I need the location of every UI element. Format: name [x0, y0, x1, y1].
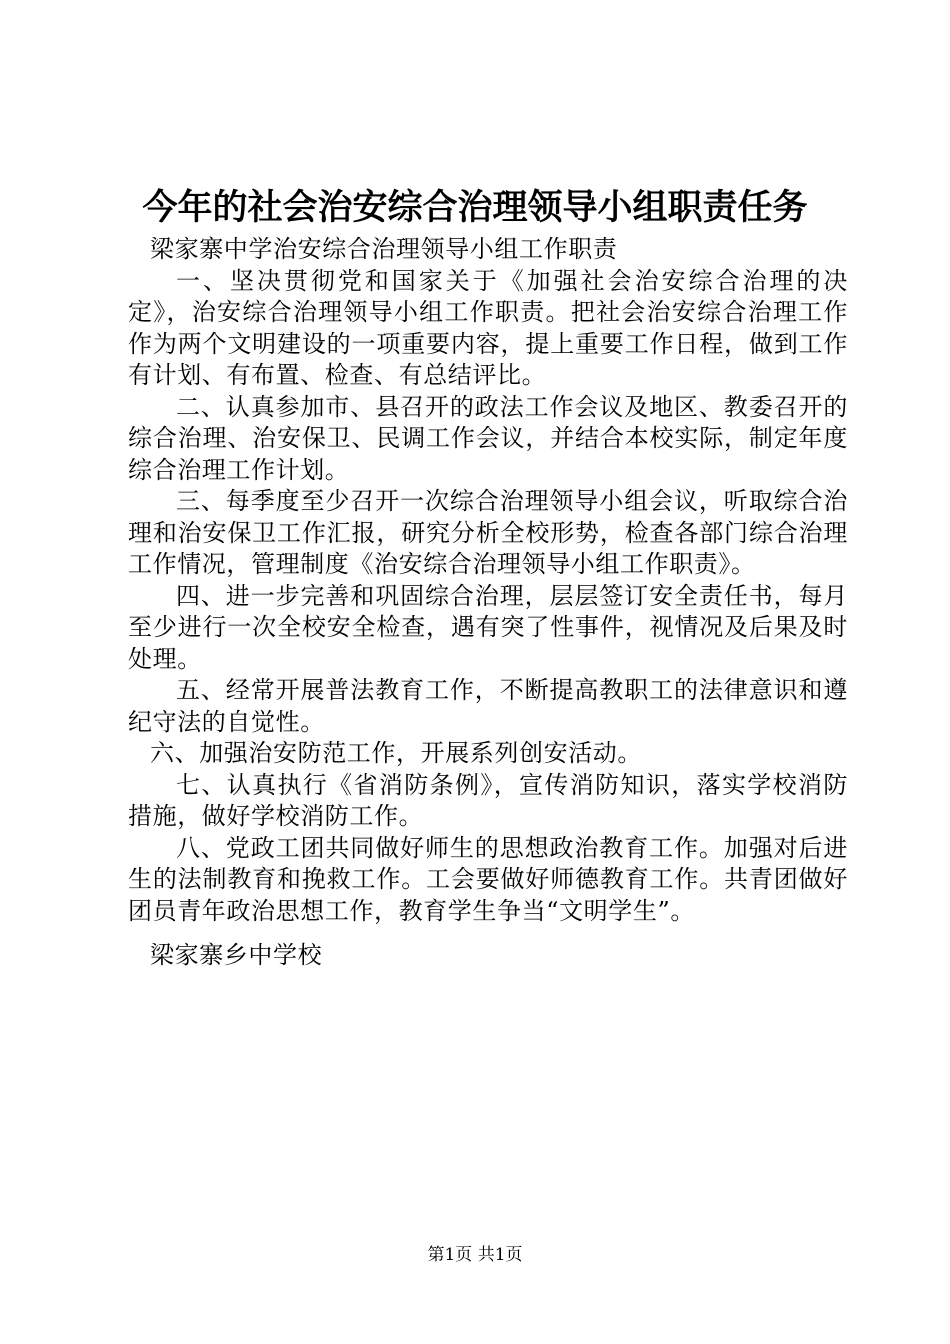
- paragraph-1: 一、坚决贯彻党和国家关于《加强社会治安综合治理的决定》，治安综合治理领导小组工作职责。把社会治安综合治理工作作为两个文明建设的一项重要内容，提上重要工作日程，做到工作有计划、有布置、检查、有总结评比。: [128, 266, 848, 389]
- paragraph-3: 三、每季度至少召开一次综合治理领导小组会议，听取综合治理和治安保卫工作汇报，研究分析全校形势，检查各部门综合治理工作情况，管理制度《治安综合治理领导小组工作职责》。: [128, 487, 848, 578]
- paragraph-4: 四、进一步完善和巩固综合治理，层层签订安全责任书，每月至少进行一次全校安全检查，遇有突了性事件，视情况及后果及时处理。: [128, 581, 848, 673]
- page-footer: 第1页 共1页: [427, 1245, 523, 1265]
- paragraph-8: 八、党政工团共同做好师生的思想政治教育工作。加强对后进生的法制教育和挽救工作。工会要做好师德教育工作。共青团做好团员青年政治思想工作，教育学生争当“文明学生”。: [128, 833, 848, 925]
- document-body: [128, 234, 848, 927]
- paragraph-6: 六、加强治安防范工作，开展系列创安活动。: [150, 739, 642, 767]
- paragraph-7: 七、认真执行《省消防条例》，宣传消防知识，落实学校消防措施，做好学校消防工作。: [128, 770, 848, 830]
- paragraph-2: 二、认真参加市、县召开的政法工作会议及地区、教委召开的综合治理、治安保卫、民调工作会议，并结合本校实际，制定年度综合治理工作计划。: [128, 392, 848, 484]
- paragraph-5: 五、经常开展普法教育工作，不断提高教职工的法律意识和遵纪守法的自觉性。: [128, 676, 848, 736]
- subtitle-paragraph: 梁家寨中学治安综合治理领导小组工作职责: [150, 235, 618, 263]
- document-title: 今年的社会治安综合治理领导小组职责任务: [142, 187, 808, 228]
- signature-school: 梁家寨乡中学校: [150, 941, 323, 969]
